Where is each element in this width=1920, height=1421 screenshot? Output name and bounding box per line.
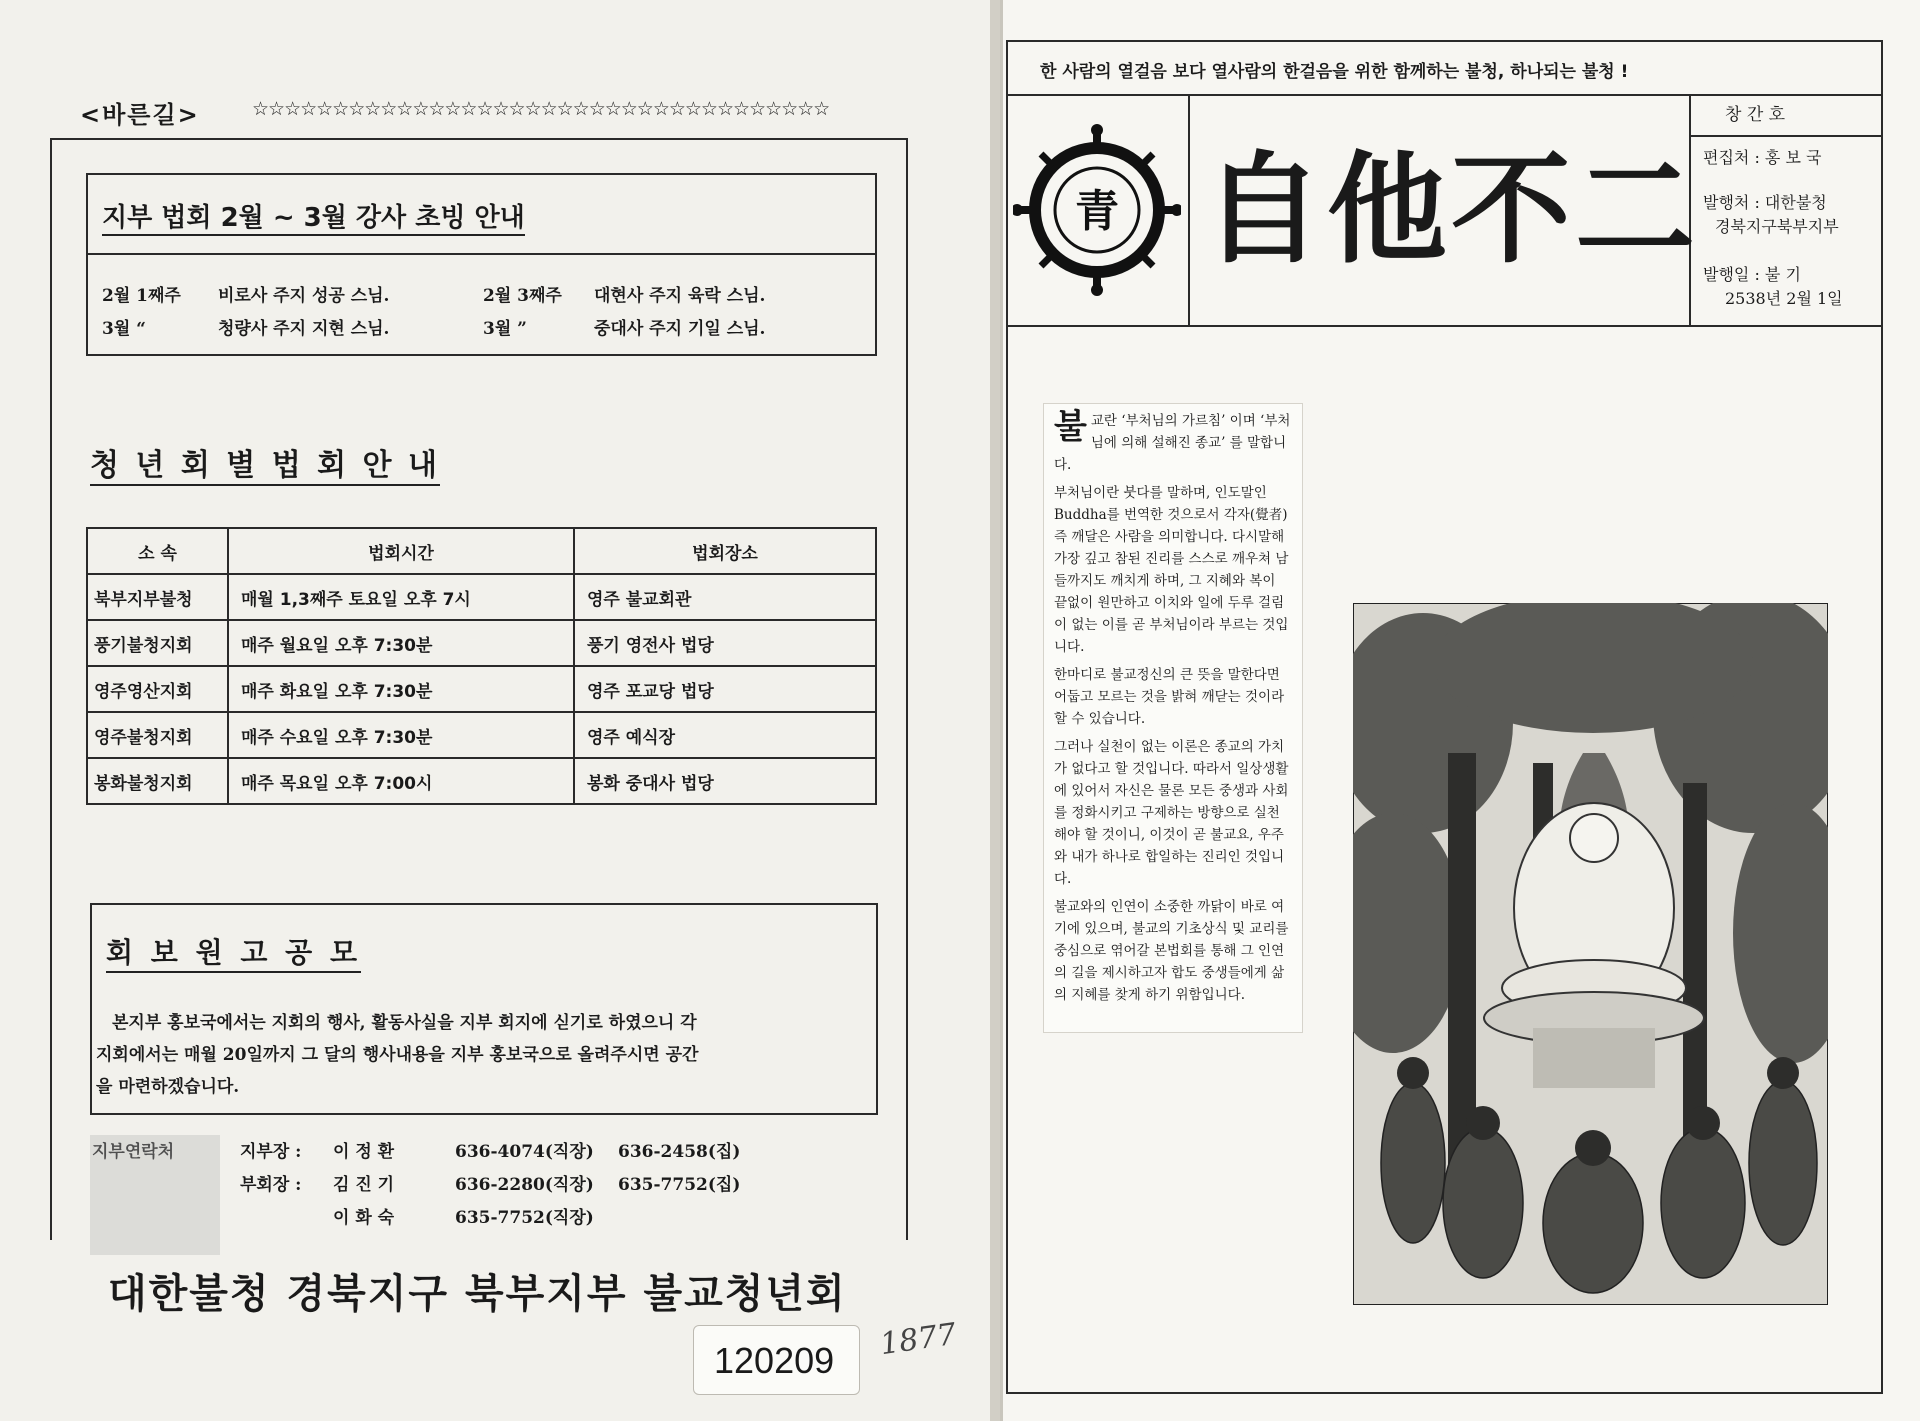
issue-divider <box>1691 135 1881 137</box>
schedule-table <box>86 527 877 805</box>
paper-stain <box>90 1135 220 1255</box>
lecture-who2: 대현사 주지 육락 스님. <box>594 286 766 306</box>
frame-top-line <box>50 138 908 140</box>
table-cell: 영주불청지회 <box>87 712 228 758</box>
frame-left-line <box>50 138 52 1240</box>
manuscript-line: 본지부 홍보국에서는 지회의 행사, 활동사실을 지부 회지에 싣기로 하였으니 각 <box>112 1013 697 1033</box>
lecture-who: 비로사 주지 성공 스님. <box>218 286 390 306</box>
column-header: 법회시간 <box>228 528 574 574</box>
table-cell: 매월 1,3째주 토요일 오후 7시 <box>228 574 574 620</box>
manuscript-line: 을 마련하겠습니다. <box>96 1077 240 1097</box>
contact-phone: 635-7752(집) <box>618 1175 741 1195</box>
handwritten-note: 1877 <box>877 1316 959 1363</box>
contact-name: 이 정 환 <box>333 1142 395 1162</box>
contact-phone: 635-7752(직장) <box>455 1208 594 1228</box>
publisher-line: 발행처 : 대한불청 <box>1703 193 1827 212</box>
table-cell: 영주영산지회 <box>87 666 228 712</box>
table-cell: 매주 화요일 오후 7:30분 <box>228 666 574 712</box>
contact-phone: 636-2280(직장) <box>455 1175 594 1195</box>
table-cell: 풍기불청지회 <box>87 620 228 666</box>
lecture-when: 3월 “ <box>102 319 146 339</box>
contact-role: 부회장 : <box>240 1175 302 1195</box>
column-header: 소 속 <box>87 528 228 574</box>
article-dropcap: 불 <box>1054 407 1087 447</box>
table-cell: 영주 포교당 법당 <box>574 666 876 712</box>
slogan-text: 한 사람의 열걸음 보다 열사람의 한걸음을 위한 함께하는 불청, 하나되는 불청 ! <box>1040 62 1629 82</box>
table-cell: 영주 불교회관 <box>574 574 876 620</box>
table-row <box>87 758 876 804</box>
manuscript-title: 회 보 원 고 공 모 <box>106 931 361 973</box>
organization-name: 대한불청 경북지구 북부지부 불교청년회 <box>108 1271 847 1317</box>
date-line: 발행일 : 불 기 <box>1703 265 1801 284</box>
table-cell: 북부지부불청 <box>87 574 228 620</box>
article-paragraph: 한마디로 불교정신의 큰 뜻을 말한다면 어둡고 모르는 것을 밝혀 깨닫는 것이라 할 수 있습니다. <box>1054 667 1285 727</box>
date-value: 2538년 2월 1일 <box>1725 289 1843 308</box>
contact-phone: 636-4074(직장) <box>455 1142 594 1162</box>
contacts-label: 지부연락처 <box>92 1142 175 1162</box>
article-paragraph: 부처님이란 붓다를 말하며, 인도말인 Buddha를 번역한 것으로서 각자(覺者) 즉 깨달은 사람을 의미합니다. 다시말해 가장 깊고 참된 진리를 스스로 깨우쳐 남들까지도 깨치게 하며, 그 지혜와 복이 끝없이 원만하고 이치와 일에 두루 걸림이 없는 이를 곧 부처님이라 부르는 것입니다. <box>1054 485 1289 655</box>
logo-char: 青 <box>1075 186 1119 237</box>
table-row <box>87 712 876 758</box>
table-cell: 봉화불청지회 <box>87 758 228 804</box>
article-clipping <box>1043 403 1303 1033</box>
lecture-when: 2월 1째주 <box>102 286 181 306</box>
divider <box>88 253 875 255</box>
manuscript-box <box>90 903 878 1115</box>
slogan-banner <box>1006 40 1883 96</box>
catalog-number: 120209 <box>714 1340 835 1381</box>
lecture-who: 청량사 주지 지현 스님. <box>218 319 390 339</box>
column-header: 법회장소 <box>574 528 876 574</box>
masthead-title: 自他不二 <box>1203 139 1699 280</box>
header-label: <바른길> <box>80 101 200 129</box>
table-cell: 매주 목요일 오후 7:00시 <box>228 758 574 804</box>
table-row <box>87 574 876 620</box>
header-stars: ☆☆☆☆☆☆☆☆☆☆☆☆☆☆☆☆☆☆☆☆☆☆☆☆☆☆☆☆☆☆☆☆☆☆☆☆ <box>252 98 830 120</box>
table-row <box>87 666 876 712</box>
buddha-illustration-image <box>1353 603 1828 1305</box>
frame-right-line <box>906 138 908 1240</box>
table-cell: 매주 월요일 오후 7:30분 <box>228 620 574 666</box>
table-cell: 매주 수요일 오후 7:30분 <box>228 712 574 758</box>
right-page <box>1000 0 1920 1421</box>
publisher-line2: 경북지구북부지부 <box>1715 217 1839 236</box>
lecture-when2: 3월 ” <box>483 319 527 339</box>
lecture-when2: 2월 3째주 <box>483 286 562 306</box>
table-cell: 풍기 영전사 법당 <box>574 620 876 666</box>
lecture-who2: 중대사 주지 기일 스님. <box>594 319 766 339</box>
table-cell: 봉화 중대사 법당 <box>574 758 876 804</box>
dharma-wheel-logo-icon <box>1013 118 1181 298</box>
contact-phone: 636-2458(집) <box>618 1142 741 1162</box>
article-first-paragraph: 교란 ‘부처님의 가르침’ 이며 ‘부처님에 의해 설해진 종교’ 를 말합니다. <box>1054 413 1291 473</box>
lecturer-notice-title: 지부 법회 2월 ~ 3월 강사 초빙 안내 <box>102 197 525 236</box>
masthead-divider <box>1006 325 1883 327</box>
masthead-vline <box>1188 94 1190 326</box>
catalog-sticker <box>693 1325 860 1395</box>
table-row <box>87 620 876 666</box>
table-cell: 영주 예식장 <box>574 712 876 758</box>
issue-label: 창 간 호 <box>1725 105 1786 125</box>
contact-name: 김 진 기 <box>333 1175 395 1195</box>
lecturer-notice-box <box>86 173 877 356</box>
manuscript-line: 지회에서는 매월 20일까지 그 달의 행사내용을 지부 홍보국으로 올려주시면 공간 <box>96 1045 699 1065</box>
editor-line: 편집처 : 홍 보 국 <box>1703 148 1822 167</box>
contact-role: 지부장 : <box>240 1142 302 1162</box>
article-paragraph: 불교와의 인연이 소중한 까닭이 바로 여기에 있으며, 불교의 기초상식 및 교리를 중심으로 엮어갈 본법회를 통해 그 인연의 길을 제시하고자 합도 중생들에게 삶의 지혜를 찾게 하기 위함입니다. <box>1054 899 1289 1003</box>
youth-section-title: 청 년 회 별 법 회 안 내 <box>90 440 440 486</box>
article-paragraph: 그러나 실천이 없는 이론은 종교의 가치가 없다고 할 것입니다. 따라서 일상생활에 있어서 자신은 물론 모든 중생과 사회를 정화시키고 구제하는 방향으로 실천해야 할 것이니, 이것이 곧 불교요, 우주와 내가 하나로 합일하는 진리인 것입니다. <box>1054 739 1289 887</box>
contact-name: 이 화 숙 <box>333 1208 395 1228</box>
table-header-row <box>87 528 876 574</box>
